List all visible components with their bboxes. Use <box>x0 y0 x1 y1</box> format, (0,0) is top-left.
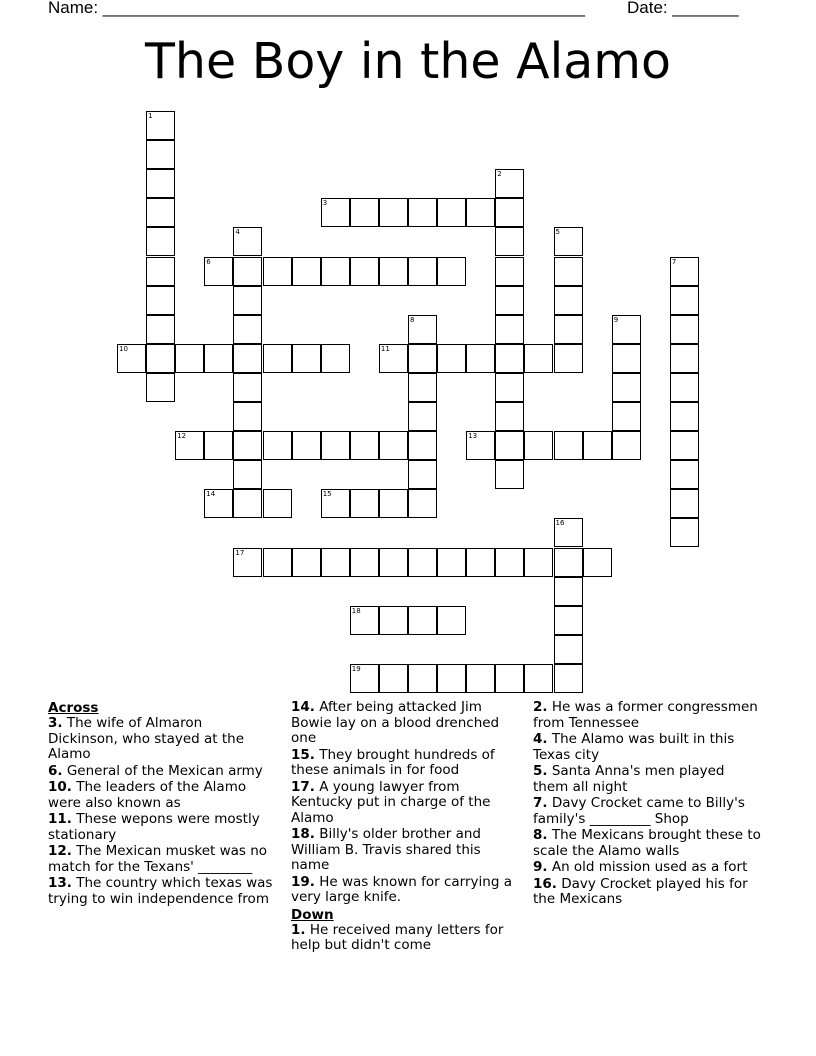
grid-cell[interactable] <box>495 315 524 344</box>
clue-number: 14 <box>206 490 216 499</box>
grid-cell[interactable] <box>204 489 233 518</box>
grid-cell[interactable] <box>379 606 408 635</box>
grid-cell[interactable] <box>670 315 699 344</box>
grid-cell[interactable] <box>292 431 321 460</box>
grid-cell[interactable] <box>670 431 699 460</box>
clue-text: General of the Mexican army <box>66 762 263 779</box>
grid-cell[interactable] <box>554 635 583 664</box>
grid-cell[interactable] <box>495 227 524 256</box>
grid-cell[interactable] <box>670 373 699 402</box>
clue-item <box>48 764 276 780</box>
grid-cell[interactable] <box>408 344 437 373</box>
clue-item <box>291 700 519 747</box>
grid-cell[interactable] <box>437 198 466 227</box>
grid-cell[interactable] <box>321 489 350 518</box>
clue-number: 15 <box>322 490 332 499</box>
grid-cell[interactable] <box>204 344 233 373</box>
grid-cell[interactable] <box>408 431 437 460</box>
grid-cell[interactable] <box>495 548 524 577</box>
grid-cell[interactable] <box>233 402 262 431</box>
grid-cell[interactable] <box>146 373 175 402</box>
date-field[interactable]: Date: _______ <box>627 0 739 17</box>
clue-text: He was a former congressmen from Tennessee <box>533 699 758 731</box>
grid-cell[interactable] <box>204 257 233 286</box>
grid-cell[interactable] <box>495 198 524 227</box>
grid-cell[interactable] <box>263 489 292 518</box>
clue-text: The country which texas was trying to win independence from <box>48 875 273 907</box>
clue-number-label: 9. <box>533 859 548 875</box>
grid-cell[interactable] <box>379 489 408 518</box>
grid-cell[interactable] <box>408 460 437 489</box>
grid-cell[interactable] <box>175 344 204 373</box>
clue-item <box>533 796 761 827</box>
grid-cell[interactable] <box>670 257 699 286</box>
grid-cell[interactable] <box>263 548 292 577</box>
clue-item <box>533 860 761 876</box>
clue-item <box>48 780 276 811</box>
grid-cell[interactable] <box>612 402 641 431</box>
grid-cell[interactable] <box>583 431 612 460</box>
clue-item <box>48 876 276 907</box>
clue-number: 6 <box>206 257 211 266</box>
clue-item <box>48 716 276 763</box>
clue-text: An old mission used as a fort <box>551 859 748 875</box>
grid-cell[interactable] <box>466 344 495 373</box>
clue-column-2 <box>291 700 519 955</box>
grid-cell[interactable] <box>437 257 466 286</box>
grid-cell[interactable] <box>146 169 175 198</box>
grid-cell[interactable] <box>233 548 262 577</box>
grid-cell[interactable] <box>321 431 350 460</box>
grid-cell[interactable] <box>495 373 524 402</box>
clue-number-label: 14. <box>291 699 315 715</box>
grid-cell[interactable] <box>495 664 524 693</box>
clue-number: 16 <box>555 519 565 528</box>
clue-text: The Alamo was built in this Texas city <box>533 731 735 763</box>
grid-cell[interactable] <box>350 606 379 635</box>
grid-cell[interactable] <box>379 431 408 460</box>
grid-cell[interactable] <box>466 664 495 693</box>
grid-cell[interactable] <box>233 257 262 286</box>
clue-text: The wife of Almaron Dickinson, who stayed at the Alamo <box>48 715 245 762</box>
clue-number-label: 17. <box>291 778 315 795</box>
clue-text: These wepons were mostly stationary <box>48 811 260 843</box>
grid-cell[interactable] <box>350 198 379 227</box>
grid-cell[interactable] <box>495 460 524 489</box>
clue-number-label: 11. <box>48 811 72 827</box>
grid-cell[interactable] <box>437 548 466 577</box>
clue-number: 7 <box>671 257 677 266</box>
grid-cell[interactable] <box>495 431 524 460</box>
clue-text: Billy's older brother and William B. Travis shared this name <box>291 826 481 873</box>
grid-cell[interactable] <box>379 257 408 286</box>
clue-number-label: 4. <box>533 731 548 747</box>
grid-cell[interactable] <box>408 402 437 431</box>
clue-number: 17 <box>235 548 245 557</box>
grid-cell[interactable] <box>408 664 437 693</box>
clue-number: 13 <box>468 432 478 441</box>
clue-number-label: 5. <box>533 763 548 779</box>
section-heading-across: Across <box>48 700 99 716</box>
clue-number-label: 13. <box>48 875 72 891</box>
grid-cell[interactable] <box>554 548 583 577</box>
grid-cell[interactable] <box>670 489 699 518</box>
clue-number-label: 10. <box>48 779 72 795</box>
clue-text: A young lawyer from Kentucky put in charge of the Alamo <box>291 778 491 826</box>
grid-cell[interactable] <box>321 344 350 373</box>
grid-cell[interactable] <box>554 577 583 606</box>
grid-cell[interactable] <box>233 286 262 315</box>
clue-number-label: 12. <box>48 843 72 859</box>
grid-cell[interactable] <box>670 286 699 315</box>
clue-item <box>291 780 519 827</box>
grid-cell[interactable] <box>379 664 408 693</box>
grid-cell[interactable] <box>292 344 321 373</box>
grid-cell[interactable] <box>146 111 175 140</box>
clue-number: 3 <box>322 199 328 208</box>
grid-cell[interactable] <box>146 257 175 286</box>
clue-text: After being attacked Jim Bowie lay on a blood drenched one <box>291 699 500 746</box>
clue-text: Davy Crocket came to Billy's family's _________ Shop <box>533 795 745 827</box>
grid-cell[interactable] <box>554 315 583 344</box>
page-title: The Boy in the Alamo <box>145 33 671 90</box>
clue-number: 2 <box>497 170 502 179</box>
grid-cell[interactable] <box>204 431 233 460</box>
clue-item <box>533 877 761 908</box>
clue-text: Santa Anna's men played them all night <box>533 763 725 795</box>
clue-number-label: 3. <box>48 715 63 731</box>
grid-cell[interactable] <box>670 518 699 547</box>
clue-text: He received many letters for help but didn't come <box>291 921 504 953</box>
grid-cell[interactable] <box>146 315 175 344</box>
clue-item <box>533 700 761 731</box>
grid-cell[interactable] <box>379 548 408 577</box>
grid-cell[interactable] <box>466 548 495 577</box>
grid-cell[interactable] <box>233 431 262 460</box>
grid-cell[interactable] <box>233 344 262 373</box>
grid-cell[interactable] <box>524 344 553 373</box>
grid-cell[interactable] <box>612 315 641 344</box>
clue-number-label: 1. <box>291 921 306 938</box>
grid-cell[interactable] <box>350 489 379 518</box>
clue-number-label: 2. <box>533 699 548 715</box>
grid-cell[interactable] <box>233 227 262 256</box>
grid-cell[interactable] <box>466 431 495 460</box>
grid-cell[interactable] <box>292 257 321 286</box>
grid-cell[interactable] <box>146 286 175 315</box>
grid-cell[interactable] <box>554 664 583 693</box>
grid-cell[interactable] <box>554 606 583 635</box>
clue-item <box>291 875 519 906</box>
grid-cell[interactable] <box>612 373 641 402</box>
grid-cell[interactable] <box>495 169 524 198</box>
clue-number: 18 <box>351 606 361 615</box>
grid-cell[interactable] <box>554 344 583 373</box>
grid-cell[interactable] <box>350 257 379 286</box>
clue-number-label: 18. <box>291 826 315 842</box>
clue-item <box>48 844 276 875</box>
grid-cell[interactable] <box>554 431 583 460</box>
grid-cell[interactable] <box>408 198 437 227</box>
clue-item <box>533 732 761 763</box>
grid-cell[interactable] <box>350 431 379 460</box>
clue-number-label: 16. <box>533 875 557 892</box>
grid-cell[interactable] <box>233 489 262 518</box>
grid-cell[interactable] <box>554 518 583 547</box>
grid-cell[interactable] <box>350 664 379 693</box>
grid-cell[interactable] <box>321 548 350 577</box>
clue-number: 9 <box>613 315 619 324</box>
grid-cell[interactable] <box>670 402 699 431</box>
grid-cell[interactable] <box>175 431 204 460</box>
clue-number: 5 <box>555 228 560 237</box>
section-heading-down: Down <box>291 906 334 923</box>
grid-cell[interactable] <box>408 315 437 344</box>
clue-number: 11 <box>380 344 390 353</box>
grid-cell[interactable] <box>437 344 466 373</box>
grid-cell[interactable] <box>495 257 524 286</box>
grid-cell[interactable] <box>146 227 175 256</box>
grid-cell[interactable] <box>408 489 437 518</box>
clue-text: The Mexicans brought these to scale the Alamo walls <box>533 827 761 859</box>
clue-number-label: 15. <box>291 746 315 763</box>
clue-text: The Mexican musket was no match for the Texans' ________ <box>48 843 268 875</box>
grid-cell[interactable] <box>495 286 524 315</box>
clue-item <box>291 827 519 874</box>
grid-cell[interactable] <box>117 344 146 373</box>
grid-cell[interactable] <box>524 548 553 577</box>
grid-cell[interactable] <box>408 257 437 286</box>
clue-item <box>291 748 519 779</box>
clue-number: 10 <box>119 344 128 353</box>
grid-cell[interactable] <box>670 344 699 373</box>
name-field[interactable]: Name: ___________________________________________________ <box>48 0 585 17</box>
grid-cell[interactable] <box>379 198 408 227</box>
grid-cell[interactable] <box>233 373 262 402</box>
grid-cell[interactable] <box>233 315 262 344</box>
grid-cell[interactable] <box>495 402 524 431</box>
grid-cell[interactable] <box>263 431 292 460</box>
grid-cell[interactable] <box>379 344 408 373</box>
grid-cell[interactable] <box>524 664 553 693</box>
clue-number: 8 <box>410 315 415 324</box>
clue-number-label: 19. <box>291 873 315 890</box>
clue-number: 12 <box>177 432 187 441</box>
clue-column-3 <box>533 700 761 909</box>
clue-item <box>291 923 519 954</box>
grid-cell[interactable] <box>554 227 583 256</box>
clue-number: 1 <box>148 112 153 120</box>
grid-cell[interactable] <box>437 664 466 693</box>
grid-cell[interactable] <box>670 460 699 489</box>
clue-text: Davy Crocket played his for the Mexicans <box>533 875 748 907</box>
clue-item <box>533 764 761 795</box>
clue-number-label: 8. <box>533 827 548 843</box>
clue-item <box>48 812 276 843</box>
grid-cell[interactable] <box>612 431 641 460</box>
grid-cell[interactable] <box>408 373 437 402</box>
clue-column-1 <box>48 700 276 908</box>
clue-number: 19 <box>351 664 361 673</box>
clue-text: The leaders of the Alamo were also known as <box>48 779 247 811</box>
clue-number: 4 <box>235 228 240 237</box>
clue-item <box>533 828 761 859</box>
grid-cell[interactable] <box>146 140 175 169</box>
clue-text: He was known for carrying a very large knife. <box>291 873 512 905</box>
grid-cell[interactable] <box>408 548 437 577</box>
grid-cell[interactable] <box>583 548 612 577</box>
grid-cell[interactable] <box>263 257 292 286</box>
grid-cell[interactable] <box>466 198 495 227</box>
grid-cell[interactable] <box>233 460 262 489</box>
grid-cell[interactable] <box>321 198 350 227</box>
clue-number-label: 6. <box>48 762 63 779</box>
grid-cell[interactable] <box>321 257 350 286</box>
grid-cell[interactable] <box>554 286 583 315</box>
grid-cell[interactable] <box>146 198 175 227</box>
grid-cell[interactable] <box>408 606 437 635</box>
grid-cell[interactable] <box>350 548 379 577</box>
grid-cell[interactable] <box>554 257 583 286</box>
grid-cell[interactable] <box>146 344 175 373</box>
grid-cell[interactable] <box>524 431 553 460</box>
grid-cell[interactable] <box>437 606 466 635</box>
grid-cell[interactable] <box>263 344 292 373</box>
grid-cell[interactable] <box>612 344 641 373</box>
clue-number-label: 7. <box>533 795 548 811</box>
grid-cell[interactable] <box>292 548 321 577</box>
clue-text: They brought hundreds of these animals in for food <box>291 746 495 778</box>
grid-cell[interactable] <box>495 344 524 373</box>
